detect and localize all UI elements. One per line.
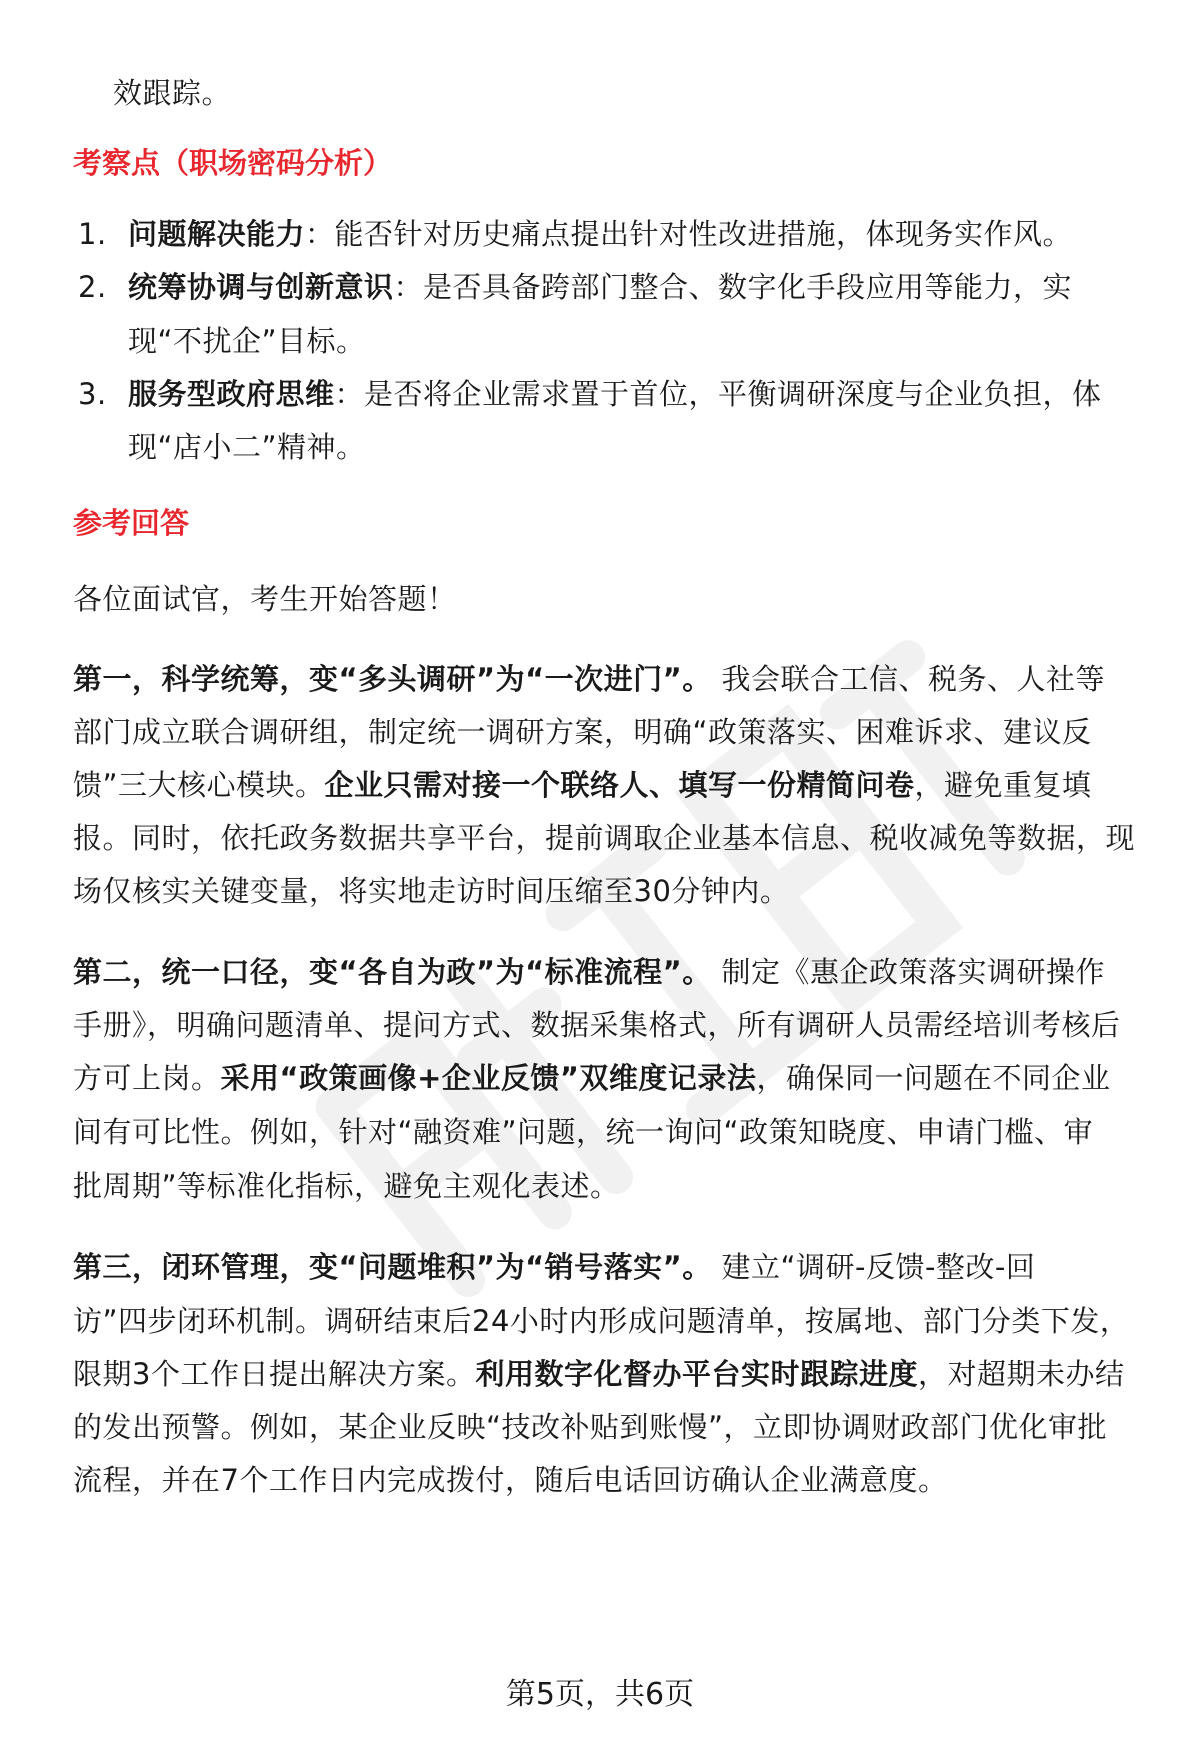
section-heading-reference-answer: 参考回答 — [73, 506, 190, 540]
paragraph-emphasis: 企业只需对接一个联络人、填写一份精简问卷 — [324, 768, 915, 802]
paragraph-text: ，确保同一问题在不同企业 — [756, 1061, 1111, 1095]
paragraph-2-line-1 — [73, 952, 1105, 992]
paragraph-2-line-2: 手册》，明确问题清单、提问方式、数据采集格式，所有调研人员需经培训考核后 — [73, 1008, 1121, 1042]
list-number: 1. — [78, 217, 107, 251]
list-item — [78, 374, 1102, 414]
paragraph-text: 方可上岗。 — [73, 1061, 221, 1095]
section-heading-exam-points: 考察点（职场密码分析） — [73, 146, 393, 180]
greeting-text: 各位面试官，考生开始答题！ — [73, 582, 457, 616]
paragraph-text: 建立“调研-反馈-整改-回 — [711, 1250, 1036, 1284]
paragraph-text: 限期3个工作日提出解决方案。 — [73, 1357, 476, 1391]
paragraph-1-line-1 — [73, 659, 1105, 699]
paragraph-3-lead: 第三，闭环管理，变“问题堆积”为“销号落实”。 — [73, 1250, 712, 1284]
paragraph-1-lead: 第一，科学统筹，变“多头调研”为“一次进门”。 — [73, 662, 712, 696]
list-item-bold: 服务型政府思维 — [128, 377, 335, 411]
paragraph-text: ，对超期未办结 — [917, 1357, 1125, 1391]
paragraph-text: 我会联合工信、税务、人社等 — [711, 662, 1105, 696]
paragraph-1-line-4: 报。同时，依托政务数据共享平台，提前调取企业基本信息、税收减免等数据，现 — [73, 821, 1136, 855]
paragraph-3-line-2: 访”四步闭环机制。调研结束后24小时内形成问题清单，按属地、部门分类下发， — [73, 1304, 1130, 1338]
list-item-bold: 问题解决能力 — [128, 217, 306, 251]
list-item — [78, 267, 1072, 307]
paragraph-text: 馈”三大核心模块。 — [73, 768, 325, 802]
list-number: 3. — [78, 377, 107, 411]
list-item — [78, 214, 1072, 254]
paragraph-2-line-3 — [73, 1058, 1110, 1098]
paragraph-text: 制定《惠企政策落实调研操作 — [711, 955, 1105, 989]
continuation-text: 效跟踪。 — [113, 76, 232, 110]
paragraph-3-line-4: 的发出预警。例如，某企业反映“技改补贴到账慢”，立即协调财政部门优化审批 — [73, 1410, 1108, 1444]
paragraph-2-lead: 第二，统一口径，变“各自为政”为“标准流程”。 — [73, 955, 712, 989]
paragraph-emphasis: 采用“政策画像+企业反馈”双维度记录法 — [220, 1061, 757, 1095]
list-item-bold: 统筹协调与创新意识 — [128, 270, 394, 304]
paragraph-3-line-5: 流程，并在7个工作日内完成拨付，随后电话回访确认企业满意度。 — [73, 1463, 948, 1497]
list-item-continuation: 现“不扰企”目标。 — [128, 324, 366, 358]
paragraph-2-line-5: 批周期”等标准化指标，避免主观化表述。 — [73, 1169, 620, 1203]
list-item-text: ：能否针对历史痛点提出针对性改进措施，体现务实作风。 — [305, 217, 1073, 251]
list-item-continuation: 现“店小二”精神。 — [128, 430, 366, 464]
paragraph-1-line-2: 部门成立联合调研组，制定统一调研方案，明确“政策落实、困难诉求、建议反 — [73, 715, 1092, 749]
paragraph-emphasis: 利用数字化督办平台实时跟踪进度 — [475, 1357, 918, 1391]
page-number: 第5页，共6页 — [505, 1677, 695, 1712]
list-item-text: ：是否具备跨部门整合、数字化手段应用等能力，实 — [393, 270, 1073, 304]
list-number: 2. — [78, 270, 107, 304]
list-item-text: ：是否将企业需求置于首位，平衡调研深度与企业负担，体 — [334, 377, 1102, 411]
paragraph-3-line-1 — [73, 1247, 1035, 1287]
paragraph-2-line-4: 间有可比性。例如，针对“融资难”问题，统一询问“政策知晓度、申请门槛、审 — [73, 1115, 1094, 1149]
paragraph-3-line-3 — [73, 1354, 1124, 1394]
paragraph-text: ，避免重复填 — [914, 768, 1092, 802]
paragraph-1-line-5: 场仅核实关键变量，将实地走访时间压缩至30分钟内。 — [73, 874, 790, 908]
paragraph-1-line-3 — [73, 765, 1092, 805]
